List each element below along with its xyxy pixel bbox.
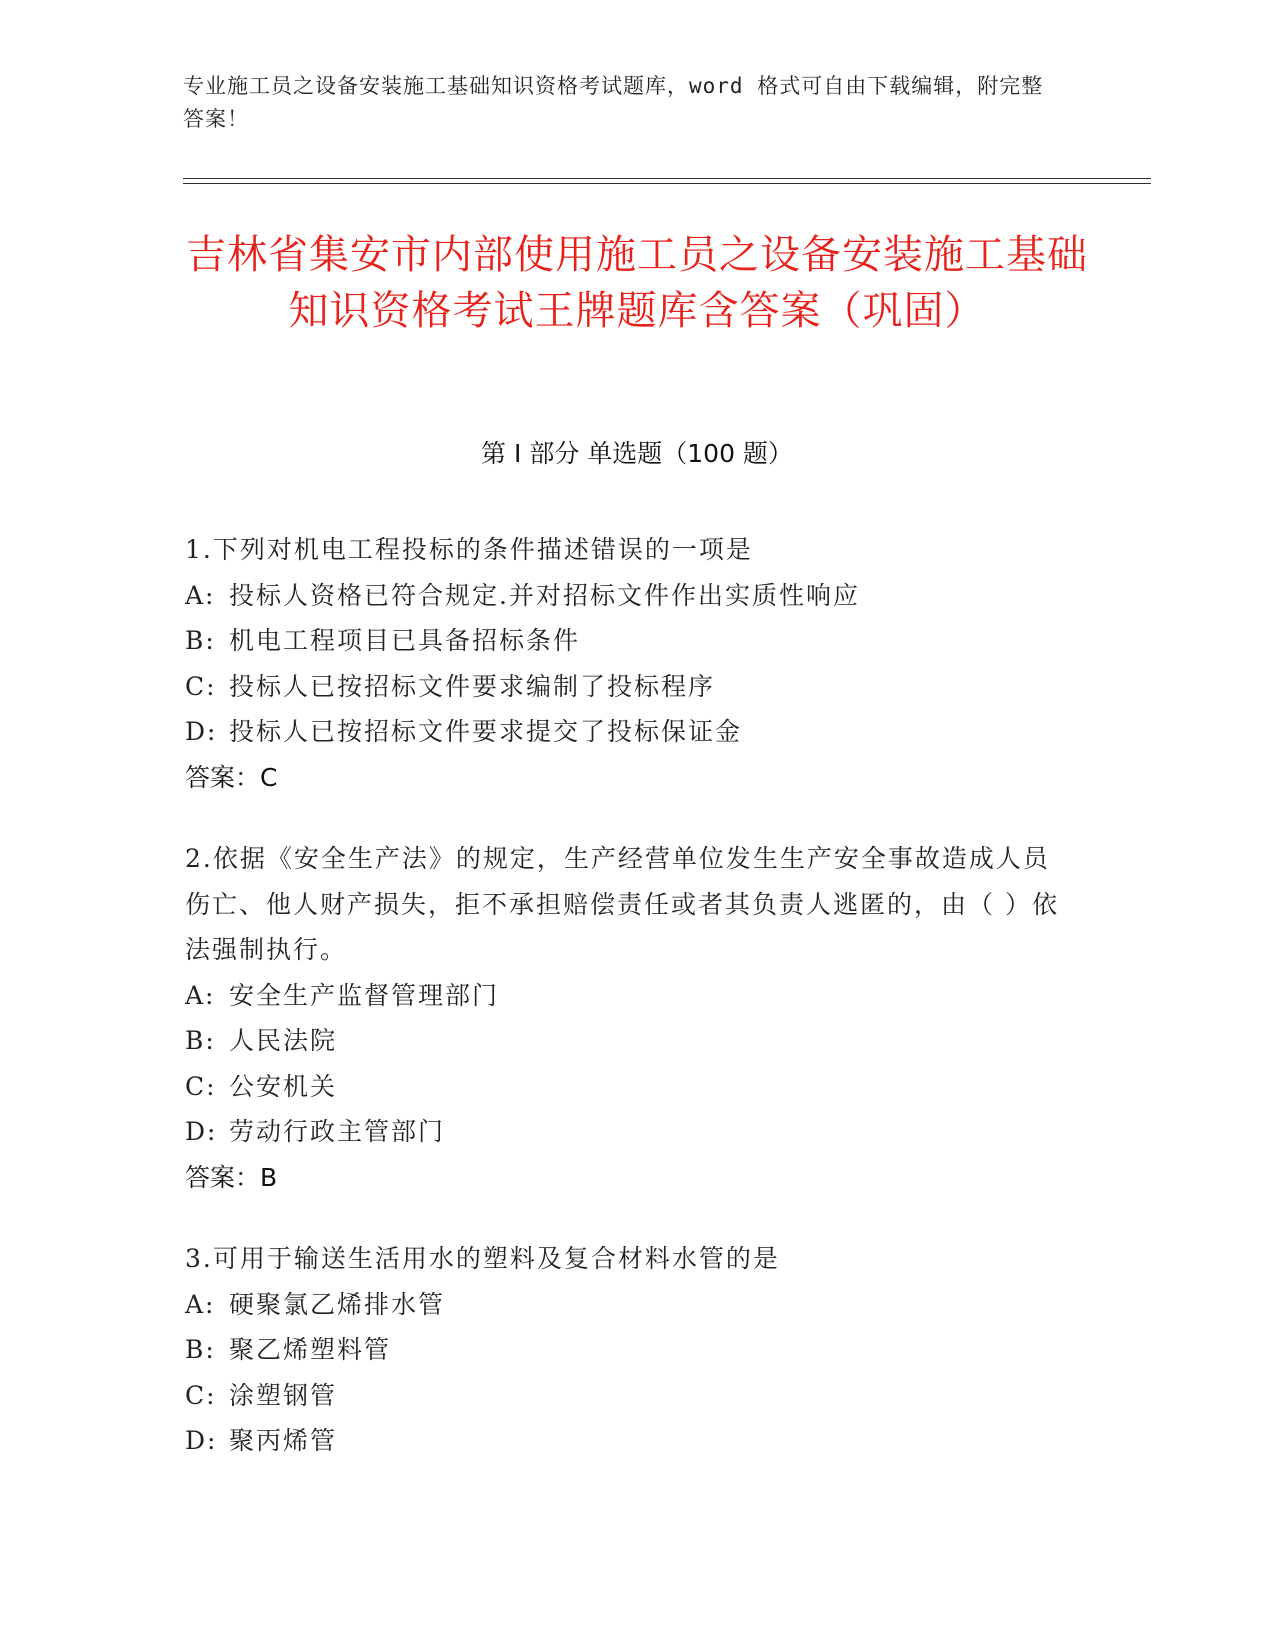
option-key: D:: [185, 717, 218, 746]
question-stem: 3.可用于输送生活用水的塑料及复合材料水管的是: [185, 1244, 780, 1273]
answer-line: 答案：B: [185, 1162, 278, 1192]
option-b: [185, 1018, 1065, 1064]
option-key: A:: [185, 980, 216, 1010]
option-c: [185, 664, 1065, 710]
option-text: 人民法院: [229, 1026, 338, 1055]
option-d: [185, 1418, 1065, 1464]
document-title: 吉林省集安市内部使用施工员之设备安装施工基础知识资格考试王牌题库含答案（巩固）: [186, 232, 1088, 334]
question-list: [185, 527, 1065, 1500]
option-text: 安全生产监督管理部门: [229, 980, 500, 1010]
option-d: [185, 709, 1065, 755]
option-key: B:: [185, 626, 216, 655]
option-key: B:: [185, 1026, 216, 1055]
option-d: [185, 1109, 1065, 1155]
option-key: A:: [185, 580, 216, 610]
option-key: C:: [185, 1380, 217, 1410]
option-key: B:: [185, 1335, 216, 1364]
option-b: [185, 1327, 1065, 1373]
option-a: [185, 1282, 1065, 1328]
question-stem: 2.依据《安全生产法》的规定，生产经营单位发生生产安全事故造成人员伤亡、他人财产损失，拒不承担赔偿责任或者其负责人逃匿的，由（ ）依法强制执行。: [185, 844, 1059, 964]
option-text: 聚丙烯管: [229, 1426, 338, 1455]
header-divider-second: [183, 183, 1151, 184]
option-text: 投标人已按招标文件要求提交了投标保证金: [229, 717, 743, 746]
option-key: C:: [185, 1071, 217, 1101]
option-text: 聚乙烯塑料管: [229, 1335, 392, 1364]
option-b: [185, 618, 1065, 664]
option-a: [185, 973, 1065, 1019]
option-key: D:: [185, 1117, 218, 1146]
option-c: [185, 1064, 1065, 1110]
option-key: A:: [185, 1289, 216, 1319]
question-stem: 1.下列对机电工程投标的条件描述错误的一项是: [185, 535, 753, 564]
question-3: [185, 1236, 1065, 1464]
option-key: C:: [185, 671, 217, 701]
answer-line: 答案：C: [185, 762, 278, 792]
section-title: 第 I 部分 单选题（100 题）: [481, 439, 793, 468]
header-divider: [183, 178, 1151, 179]
option-c: [185, 1373, 1065, 1419]
option-key: D:: [185, 1426, 218, 1455]
option-text: 机电工程项目已具备招标条件: [229, 626, 581, 655]
header-note: 专业施工员之设备安装施工基础知识资格考试题库，word 格式可自由下载编辑，附完整答案！: [183, 74, 1044, 131]
option-text: 硬聚氯乙烯排水管: [229, 1289, 446, 1319]
option-text: 投标人资格已符合规定.并对招标文件作出实质性响应: [229, 580, 860, 610]
option-text: 劳动行政主管部门: [229, 1117, 446, 1146]
option-text: 涂塑钢管: [229, 1380, 338, 1410]
option-text: 投标人已按招标文件要求编制了投标程序: [229, 671, 716, 701]
question-2: [185, 836, 1065, 1200]
option-text: 公安机关: [229, 1071, 338, 1101]
question-1: [185, 527, 1065, 800]
option-a: [185, 573, 1065, 619]
